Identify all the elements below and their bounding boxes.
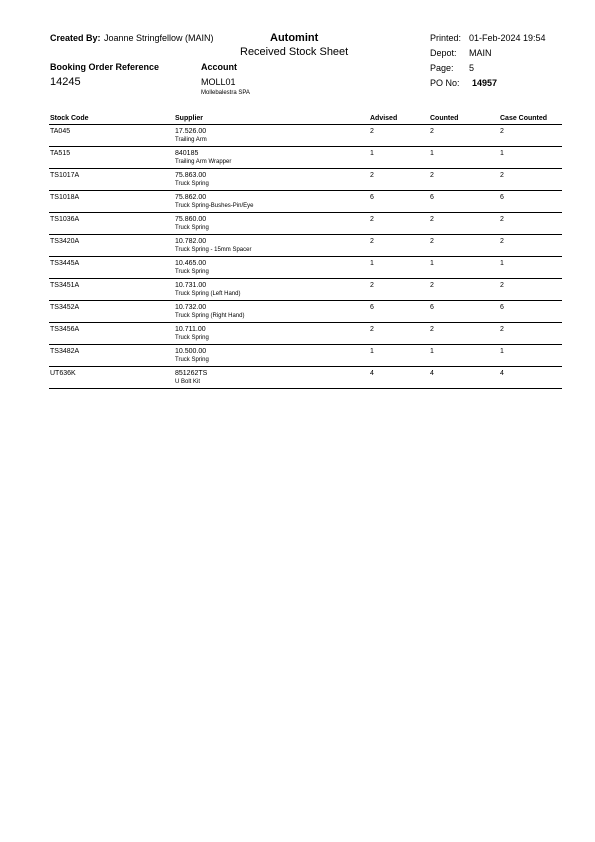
item-description: Truck Spring	[175, 357, 209, 363]
case-counted-qty: 2	[500, 172, 504, 179]
account-code: MOLL01	[201, 77, 236, 87]
stock-code: TS1018A	[50, 194, 80, 201]
row-divider	[49, 366, 562, 367]
supplier-code: 10.732.00	[175, 304, 207, 311]
counted-qty: 2	[430, 326, 434, 333]
supplier-code: 75.863.00	[175, 172, 207, 179]
supplier-code: 10.731.00	[175, 282, 207, 289]
depot-value: MAIN	[469, 48, 492, 58]
case-counted-qty: 1	[500, 348, 504, 355]
account-label: Account	[201, 62, 237, 72]
row-divider	[49, 190, 562, 191]
row-divider	[49, 256, 562, 257]
printed-label: Printed:	[430, 33, 462, 43]
counted-qty: 2	[430, 172, 434, 179]
advised-qty: 2	[370, 282, 374, 289]
report-title: Received Stock Sheet	[240, 46, 349, 58]
advised-qty: 1	[370, 150, 374, 157]
column-header-case-counted: Case Counted	[500, 115, 548, 122]
item-description: Trailing Arm	[175, 137, 207, 143]
depot-label: Depot:	[430, 48, 457, 58]
item-description: Truck Spring (Right Hand)	[175, 313, 245, 319]
counted-qty: 2	[430, 238, 434, 245]
case-counted-qty: 6	[500, 194, 504, 201]
stock-code: TS3420A	[50, 238, 80, 245]
created-by-value: Joanne Stringfellow (MAIN)	[104, 33, 214, 43]
advised-qty: 2	[370, 128, 374, 135]
row-divider	[49, 344, 562, 345]
page-number: 5	[469, 63, 475, 73]
item-description: Truck Spring	[175, 225, 209, 231]
advised-qty: 4	[370, 370, 374, 377]
case-counted-qty: 2	[500, 216, 504, 223]
row-divider	[49, 322, 562, 323]
column-header-stock-code: Stock Code	[50, 115, 89, 122]
supplier-code: 17.526.00	[175, 128, 207, 135]
supplier-code: 851262TS	[175, 370, 208, 377]
item-description: Truck Spring	[175, 181, 209, 187]
stock-code: TS3452A	[50, 304, 80, 311]
account-name: Mollebalestra SPA	[201, 90, 250, 96]
counted-qty: 4	[430, 370, 434, 377]
row-divider	[49, 300, 562, 301]
supplier-code: 75.860.00	[175, 216, 207, 223]
stock-code: TS1036A	[50, 216, 80, 223]
counted-qty: 6	[430, 194, 434, 201]
counted-qty: 6	[430, 304, 434, 311]
advised-qty: 1	[370, 260, 374, 267]
supplier-code: 10.782.00	[175, 238, 207, 245]
page-label: Page:	[430, 63, 454, 73]
advised-qty: 1	[370, 348, 374, 355]
column-header-counted: Counted	[430, 115, 459, 122]
column-header-advised: Advised	[370, 115, 398, 122]
counted-qty: 1	[430, 150, 434, 157]
advised-qty: 2	[370, 172, 374, 179]
case-counted-qty: 1	[500, 260, 504, 267]
advised-qty: 2	[370, 238, 374, 245]
row-divider	[49, 168, 562, 169]
case-counted-qty: 2	[500, 128, 504, 135]
item-description: Truck Spring-Bushes-Pin/Eye	[175, 203, 254, 209]
stock-code: TA045	[50, 128, 71, 135]
booking-ref-value: 14245	[50, 76, 81, 88]
item-description: Truck Spring	[175, 269, 209, 275]
stock-code: TS3456A	[50, 326, 80, 333]
row-divider	[49, 388, 562, 389]
case-counted-qty: 4	[500, 370, 504, 377]
stock-code: TS3445A	[50, 260, 80, 267]
company-name: Automint	[270, 32, 319, 44]
row-divider	[49, 146, 562, 147]
case-counted-qty: 2	[500, 238, 504, 245]
stock-code: TS1017A	[50, 172, 80, 179]
stock-code: TA515	[50, 150, 71, 157]
item-description: U Bolt Kit	[175, 379, 201, 385]
supplier-code: 10.711.00	[175, 326, 206, 333]
stock-code: TS3482A	[50, 348, 80, 355]
advised-qty: 6	[370, 304, 374, 311]
counted-qty: 2	[430, 128, 434, 135]
counted-qty: 2	[430, 216, 434, 223]
item-description: Truck Spring	[175, 335, 209, 341]
counted-qty: 2	[430, 282, 434, 289]
printed-value: 01-Feb-2024 19:54	[469, 33, 546, 43]
advised-qty: 2	[370, 216, 374, 223]
advised-qty: 2	[370, 326, 374, 333]
counted-qty: 1	[430, 260, 434, 267]
supplier-code: 10.465.00	[175, 260, 207, 267]
counted-qty: 1	[430, 348, 434, 355]
item-description: Truck Spring - 15mm Spacer	[175, 247, 252, 253]
booking-ref-label: Booking Order Reference	[50, 62, 160, 72]
po-number: 14957	[472, 78, 498, 88]
stock-code: TS3451A	[50, 282, 80, 289]
advised-qty: 6	[370, 194, 374, 201]
case-counted-qty: 6	[500, 304, 504, 311]
header-divider	[49, 124, 562, 125]
case-counted-qty: 2	[500, 326, 504, 333]
created-by-label: Created By:	[50, 33, 101, 43]
supplier-code: 10.500.00	[175, 348, 207, 355]
row-divider	[49, 278, 562, 279]
item-description: Trailing Arm Wrapper	[175, 159, 232, 165]
row-divider	[49, 212, 562, 213]
po-label: PO No:	[430, 78, 460, 88]
case-counted-qty: 1	[500, 150, 504, 157]
stock-code: UT636K	[50, 370, 76, 377]
item-description: Truck Spring (Left Hand)	[175, 291, 241, 297]
case-counted-qty: 2	[500, 282, 504, 289]
supplier-code: 840185	[175, 150, 199, 157]
supplier-code: 75.862.00	[175, 194, 207, 201]
column-header-supplier: Supplier	[175, 115, 204, 122]
row-divider	[49, 234, 562, 235]
